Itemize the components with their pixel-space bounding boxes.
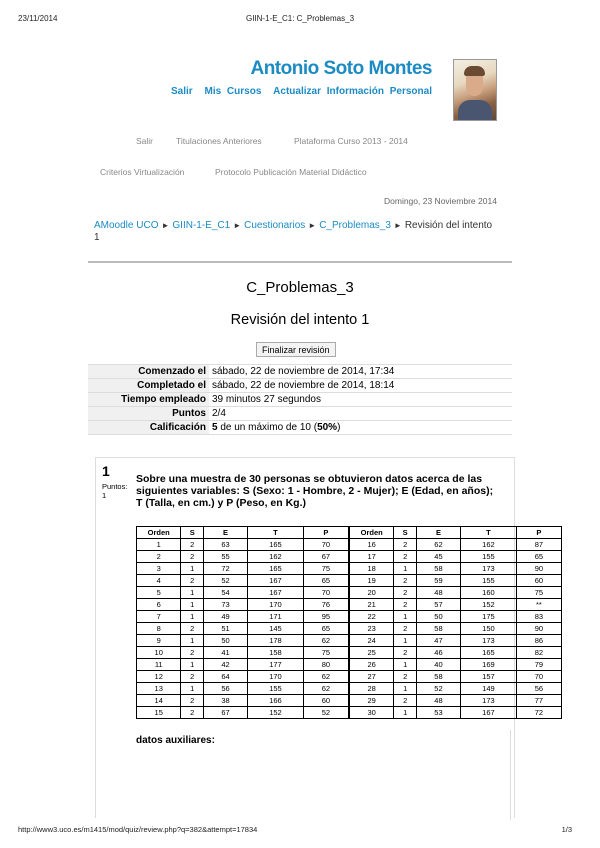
table-cell: 1 [181, 683, 204, 695]
table-cell: 65 [303, 623, 349, 635]
col-t: T [248, 527, 304, 539]
table-cell: 52 [203, 575, 247, 587]
page-title: C_Problemas_3 [246, 279, 354, 296]
summary-value: 2/4 [209, 407, 512, 421]
table-cell: 21 [349, 599, 394, 611]
divider [88, 261, 512, 263]
print-url: http://www3.uco.es/m1415/mod/quiz/review.php?q=382&attempt=17834 [18, 825, 258, 834]
table-cell: 82 [516, 647, 561, 659]
table-row [137, 635, 562, 647]
table-row [137, 659, 562, 671]
col-e: E [416, 527, 460, 539]
table-cell: 165 [248, 563, 304, 575]
table-cell: 10 [137, 647, 181, 659]
table-cell: 62 [303, 671, 349, 683]
breadcrumb-separator: ► [308, 221, 317, 230]
table-cell: 2 [394, 575, 417, 587]
table-cell: 157 [460, 671, 516, 683]
table-row [137, 707, 562, 719]
summary-value: sábado, 22 de noviembre de 2014, 17:34 [209, 365, 512, 379]
table-cell: 2 [181, 707, 204, 719]
breadcrumb-home[interactable]: AMoodle UCO [94, 220, 159, 231]
table-row [137, 539, 562, 551]
table-cell: ** [516, 599, 561, 611]
table-cell: 90 [516, 563, 561, 575]
table-cell: 149 [460, 683, 516, 695]
summary-label: Calificación [88, 421, 209, 435]
table-row [137, 683, 562, 695]
table-cell: 62 [303, 635, 349, 647]
table-cell: 1 [394, 683, 417, 695]
my-courses-link[interactable]: Mis Cursos [204, 86, 262, 97]
table-cell: 14 [137, 695, 181, 707]
breadcrumb-course[interactable]: GIIN-1-E_C1 [172, 220, 231, 231]
table-cell: 175 [460, 611, 516, 623]
table-row [137, 563, 562, 575]
table-cell: 152 [460, 599, 516, 611]
table-cell: 72 [203, 563, 247, 575]
summary-value: sábado, 22 de noviembre de 2014, 18:14 [209, 379, 512, 393]
table-cell: 50 [203, 635, 247, 647]
table-cell: 165 [460, 647, 516, 659]
table-cell: 52 [303, 707, 349, 719]
table-cell: 67 [203, 707, 247, 719]
table-cell: 155 [460, 551, 516, 563]
user-name: Antonio Soto Montes [250, 58, 432, 79]
table-row [137, 551, 562, 563]
summary-value: 39 minutos 27 segundos [209, 393, 512, 407]
table-cell: 83 [516, 611, 561, 623]
table-cell: 46 [416, 647, 460, 659]
table-cell: 166 [248, 695, 304, 707]
table-cell: 9 [137, 635, 181, 647]
col-orden: Orden [137, 527, 181, 539]
table-cell: 178 [248, 635, 304, 647]
table-cell: 72 [516, 707, 561, 719]
table-cell: 2 [394, 539, 417, 551]
attempt-summary [88, 364, 512, 435]
summary-row [88, 379, 512, 393]
table-cell: 59 [416, 575, 460, 587]
table-cell: 65 [516, 551, 561, 563]
table-cell: 169 [460, 659, 516, 671]
table-cell: 1 [181, 563, 204, 575]
table-cell: 1 [137, 539, 181, 551]
table-cell: 22 [349, 611, 394, 623]
col-p: P [516, 527, 561, 539]
table-cell: 60 [516, 575, 561, 587]
print-page: 1/3 [561, 825, 572, 834]
table-cell: 60 [303, 695, 349, 707]
table-cell: 158 [248, 647, 304, 659]
table-cell: 152 [248, 707, 304, 719]
table-row [137, 671, 562, 683]
table-cell: 2 [394, 551, 417, 563]
grade-close: ) [337, 422, 341, 433]
table-cell: 167 [248, 587, 304, 599]
table-cell: 2 [181, 551, 204, 563]
table-cell: 2 [394, 623, 417, 635]
table-cell: 4 [137, 575, 181, 587]
summary-row [88, 365, 512, 379]
col-s: S [181, 527, 204, 539]
col-p: P [303, 527, 349, 539]
table-cell: 90 [516, 623, 561, 635]
question-number: 1 [102, 463, 110, 479]
table-cell: 58 [416, 671, 460, 683]
table-cell: 80 [303, 659, 349, 671]
table-cell: 63 [203, 539, 247, 551]
table-cell: 65 [303, 575, 349, 587]
breadcrumb-current: Revisión del intento 1 [94, 220, 493, 243]
table-row [137, 623, 562, 635]
data-table [136, 526, 562, 719]
table-cell: 49 [203, 611, 247, 623]
table-cell: 50 [416, 611, 460, 623]
breadcrumb-separator: ► [233, 221, 242, 230]
table-row [137, 575, 562, 587]
table-cell: 24 [349, 635, 394, 647]
table-row [137, 587, 562, 599]
table-cell: 145 [248, 623, 304, 635]
table-cell: 58 [416, 623, 460, 635]
user-links [165, 86, 432, 97]
table-cell: 18 [349, 563, 394, 575]
table-cell: 62 [303, 683, 349, 695]
table-cell: 95 [303, 611, 349, 623]
table-cell: 2 [181, 575, 204, 587]
table-cell: 2 [394, 599, 417, 611]
table-cell: 8 [137, 623, 181, 635]
table-cell: 7 [137, 611, 181, 623]
table-cell: 2 [394, 587, 417, 599]
breadcrumb-quizzes[interactable]: Cuestionarios [244, 220, 306, 231]
summary-label: Comenzado el [88, 365, 209, 379]
table-cell: 62 [416, 539, 460, 551]
table-cell: 16 [349, 539, 394, 551]
table-cell: 55 [203, 551, 247, 563]
table-cell: 177 [248, 659, 304, 671]
table-cell: 1 [181, 659, 204, 671]
col-orden: Orden [349, 527, 394, 539]
table-cell: 1 [181, 599, 204, 611]
table-cell: 40 [416, 659, 460, 671]
table-cell: 76 [303, 599, 349, 611]
table-cell: 73 [203, 599, 247, 611]
grade-value: 5 [212, 422, 218, 433]
table-row [137, 647, 562, 659]
table-cell: 51 [203, 623, 247, 635]
table-cell: 2 [181, 623, 204, 635]
update-profile-link[interactable]: Actualizar Información Personal [273, 86, 432, 97]
table-cell: 26 [349, 659, 394, 671]
print-title: GIIN-1-E_C1: C_Problemas_3 [245, 14, 355, 23]
breadcrumb-separator: ► [161, 221, 170, 230]
table-cell: 170 [248, 599, 304, 611]
table-cell: 11 [137, 659, 181, 671]
table-cell: 53 [416, 707, 460, 719]
table-cell: 3 [137, 563, 181, 575]
table-cell: 77 [516, 695, 561, 707]
nav-item-plataforma[interactable]: Plataforma Curso 2013 - 2014 [294, 136, 408, 146]
grade-max-text: de un máximo de 10 ( [217, 422, 318, 433]
question-text: Sobre una muestra de 30 personas se obtuvieron datos acerca de las siguientes variables: S (Sexo: 1 - Hombre, 2 - Mujer); E (Edad, en años); T (Talla, en cm.) y P (Peso, en Kg.) [136, 473, 494, 509]
current-date: Domingo, 23 Noviembre 2014 [384, 196, 497, 206]
table-cell: 56 [516, 683, 561, 695]
table-cell: 86 [516, 635, 561, 647]
table-cell: 173 [460, 635, 516, 647]
table-cell: 1 [394, 659, 417, 671]
table-cell: 87 [516, 539, 561, 551]
table-cell: 52 [416, 683, 460, 695]
table-cell: 2 [181, 647, 204, 659]
table-cell: 25 [349, 647, 394, 659]
table-cell: 75 [516, 587, 561, 599]
summary-label: Tiempo empleado [88, 393, 209, 407]
table-cell: 2 [394, 647, 417, 659]
grade-percent: 50% [317, 422, 338, 433]
table-cell: 19 [349, 575, 394, 587]
col-t: T [460, 527, 516, 539]
breadcrumb-quiz[interactable]: C_Problemas_3 [319, 220, 391, 231]
table-cell: 67 [303, 551, 349, 563]
summary-value [209, 421, 512, 435]
table-cell: 2 [394, 695, 417, 707]
table-cell: 165 [248, 539, 304, 551]
table-cell: 1 [394, 611, 417, 623]
table-cell: 48 [416, 695, 460, 707]
summary-row [88, 421, 512, 435]
table-cell: 17 [349, 551, 394, 563]
table-cell: 2 [137, 551, 181, 563]
table-cell: 12 [137, 671, 181, 683]
page-subtitle: Revisión del intento 1 [230, 312, 370, 328]
finish-review-button[interactable]: Finalizar revisión [256, 342, 336, 357]
nav-item-salir[interactable]: Salir [136, 136, 154, 146]
summary-row [88, 393, 512, 407]
table-cell: 1 [181, 611, 204, 623]
table-cell: 155 [460, 575, 516, 587]
table-cell: 15 [137, 707, 181, 719]
table-cell: 23 [349, 623, 394, 635]
table-cell: 48 [416, 587, 460, 599]
question-info [102, 463, 132, 500]
summary-label: Completado el [88, 379, 209, 393]
aux-data-label: datos auxiliares: [136, 735, 215, 746]
table-cell: 1 [394, 635, 417, 647]
table-cell: 167 [460, 707, 516, 719]
table-cell: 38 [203, 695, 247, 707]
table-cell: 70 [303, 539, 349, 551]
table-cell: 57 [416, 599, 460, 611]
table-cell: 29 [349, 695, 394, 707]
question-divider [510, 730, 511, 820]
table-cell: 58 [416, 563, 460, 575]
table-cell: 75 [303, 647, 349, 659]
table-cell: 150 [460, 623, 516, 635]
table-cell: 79 [516, 659, 561, 671]
breadcrumb [94, 220, 494, 244]
breadcrumb-separator: ► [393, 221, 402, 230]
question-points: 1 [102, 491, 107, 500]
table-cell: 5 [137, 587, 181, 599]
table-cell: 56 [203, 683, 247, 695]
summary-label: Puntos [88, 407, 209, 421]
nav-item-protocolo[interactable]: Protocolo Publicación Material Didáctico [215, 167, 367, 177]
table-cell: 27 [349, 671, 394, 683]
table-cell: 41 [203, 647, 247, 659]
table-cell: 2 [394, 671, 417, 683]
table-cell: 162 [460, 539, 516, 551]
table-cell: 70 [516, 671, 561, 683]
nav-item-criterios[interactable]: Criterios Virtualización [100, 167, 185, 177]
table-cell: 30 [349, 707, 394, 719]
table-cell: 70 [303, 587, 349, 599]
table-cell: 2 [181, 695, 204, 707]
question-points-label: Puntos: [102, 482, 128, 491]
table-cell: 2 [181, 539, 204, 551]
table-cell: 1 [181, 587, 204, 599]
summary-row [88, 407, 512, 421]
table-cell: 13 [137, 683, 181, 695]
table-row [137, 611, 562, 623]
table-cell: 1 [394, 707, 417, 719]
table-cell: 54 [203, 587, 247, 599]
table-cell: 167 [248, 575, 304, 587]
table-cell: 20 [349, 587, 394, 599]
table-cell: 47 [416, 635, 460, 647]
table-cell: 6 [137, 599, 181, 611]
nav-item-titulaciones[interactable]: Titulaciones Anteriores [176, 136, 262, 146]
logout-link[interactable]: Salir [171, 86, 193, 97]
table-cell: 171 [248, 611, 304, 623]
table-cell: 155 [248, 683, 304, 695]
table-cell: 28 [349, 683, 394, 695]
data-table-header [137, 527, 562, 539]
data-table-body [137, 539, 562, 719]
table-row [137, 599, 562, 611]
avatar[interactable] [453, 59, 497, 121]
col-e: E [203, 527, 247, 539]
print-date: 23/11/2014 [18, 14, 58, 23]
table-cell: 45 [416, 551, 460, 563]
table-cell: 64 [203, 671, 247, 683]
table-cell: 170 [248, 671, 304, 683]
table-cell: 2 [181, 671, 204, 683]
table-row [137, 695, 562, 707]
table-cell: 42 [203, 659, 247, 671]
table-cell: 1 [181, 635, 204, 647]
table-cell: 173 [460, 695, 516, 707]
table-cell: 1 [394, 563, 417, 575]
table-cell: 75 [303, 563, 349, 575]
col-s: S [394, 527, 417, 539]
table-cell: 162 [248, 551, 304, 563]
table-cell: 173 [460, 563, 516, 575]
table-cell: 160 [460, 587, 516, 599]
